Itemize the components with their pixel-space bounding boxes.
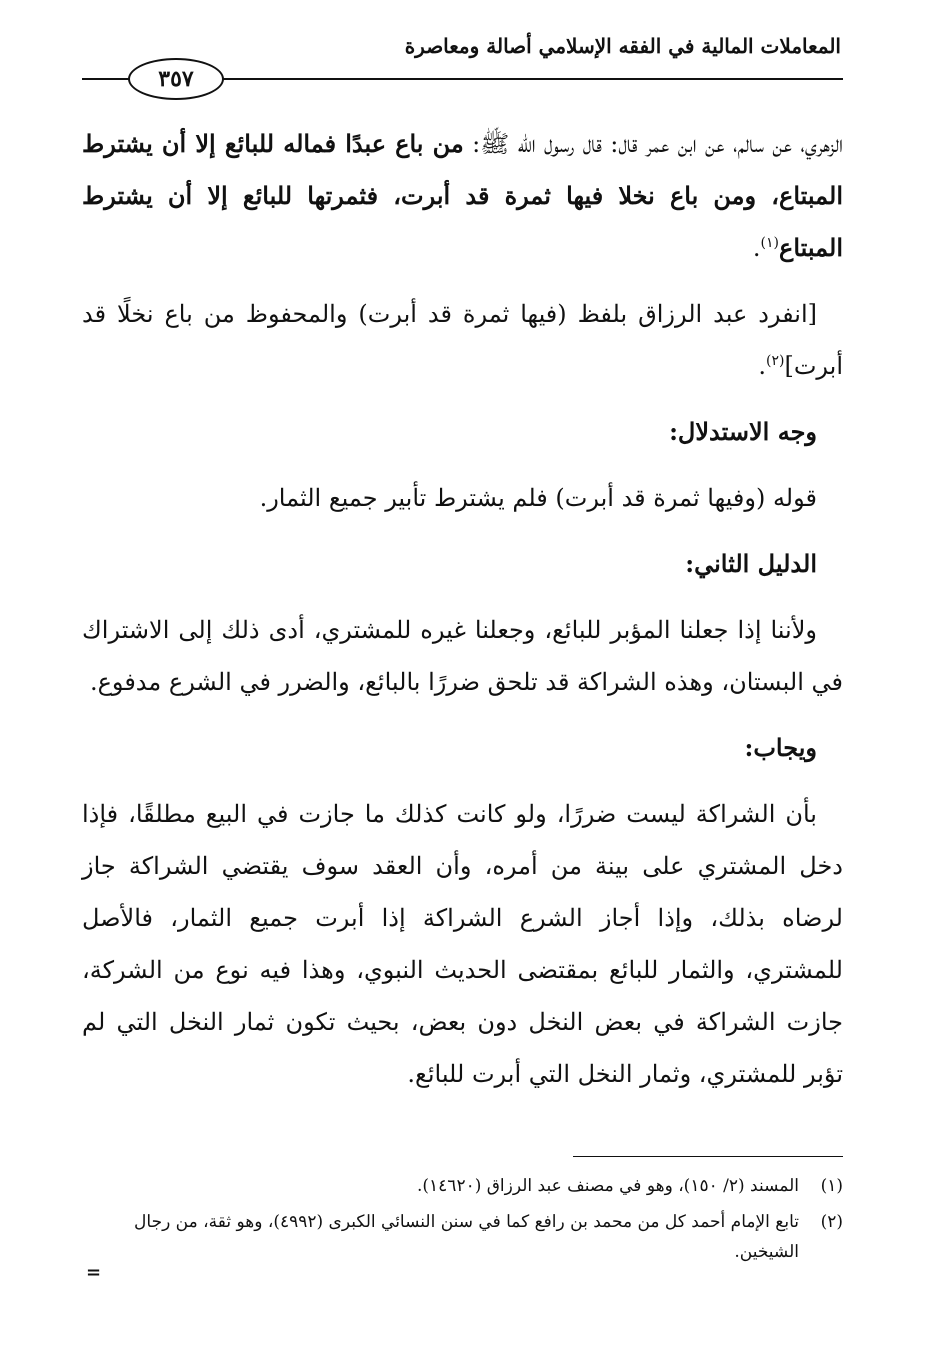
page-number: ٣٥٧	[128, 58, 224, 100]
paragraph-end: .	[758, 352, 766, 380]
footnote-ref-1[interactable]: (١)	[760, 235, 780, 251]
paragraph-hadith	[82, 118, 843, 274]
footnote-text: تابع الإمام أحمد كل من محمد بن رافع كما في سنن النسائي الكبرى (٤٩٩٢)، وهو ثقة، من رجال الشيخين.	[134, 1212, 799, 1262]
footnote-text: المسند (٢/ ١٥٠)، وهو في مصنف عبد الرزاق (١٤٦٢٠).	[417, 1176, 799, 1196]
footnote-ref-2[interactable]: (٢)	[765, 353, 785, 369]
footnote-2	[82, 1207, 843, 1267]
footnote-number: (١)	[820, 1176, 843, 1196]
note-text: [انفرد عبد الرزاق بلفظ (فيها ثمرة قد أبرت) والمحفوظ من باع نخلًا قد أبرت]	[82, 300, 843, 380]
footnote-rule	[573, 1156, 843, 1157]
hadith-text: من باع عبدًا فماله للبائع إلا أن يشترط المبتاع، ومن باع نخلا فيها ثمرة قد أبرت، فثمرتها للبائع إلا أن يشترط المبتاع	[82, 129, 843, 262]
heading-evidence-aspect: وجه الاستدلال:	[669, 417, 817, 446]
paragraph-end: .	[752, 234, 761, 262]
footnotes	[82, 1156, 843, 1273]
running-header-title: المعاملات المالية في الفقه الإسلامي أصالة ومعاصرة	[404, 34, 841, 58]
hadith-chain: الزهري، عن سالم، عن ابن عمر قال: قال رسول الله ﷺ:	[463, 130, 843, 158]
main-text	[82, 118, 843, 1114]
paragraph-second-evidence: ولأننا إذا جعلنا المؤبر للبائع، وجعلنا غيره للمشتري، أدى ذلك إلى الاشتراك في البستان، وهذه الشراكة قد تلحق ضررًا بالبائع، والضرر في الشرع مدفوع.	[82, 616, 843, 696]
paragraph-note	[82, 288, 843, 392]
heading-response: ويجاب:	[744, 733, 817, 762]
footnote-1	[82, 1171, 843, 1201]
footnote-number: (٢)	[820, 1212, 843, 1232]
heading-second-evidence: الدليل الثاني:	[685, 549, 817, 578]
paragraph-evidence: قوله (وفيها ثمرة قد أبرت) فلم يشترط تأبير جميع الثمار.	[259, 484, 817, 512]
continuation-mark: =	[86, 1262, 102, 1283]
paragraph-response: بأن الشراكة ليست ضررًا، ولو كانت كذلك ما جازت في البيع مطلقًا، فإذا دخل المشتري على بينة من أمره، وأن العقد سوف يقتضي الشراكة جاز لرضاه بذلك، وإذا أجاز الشرع الشراكة إذا أبرت جميع الثمار، فالأصل للمشتري، والثمار للبائع بمقتضى الحديث النبوي، وهذا فيه نوع من الشركة، جازت الشراكة في بعض النخل دون بعض، بحيث تكون ثمار النخل التي لم تؤبر للمشتري، وثمار النخل التي أبرت للبائع.	[82, 800, 843, 1088]
